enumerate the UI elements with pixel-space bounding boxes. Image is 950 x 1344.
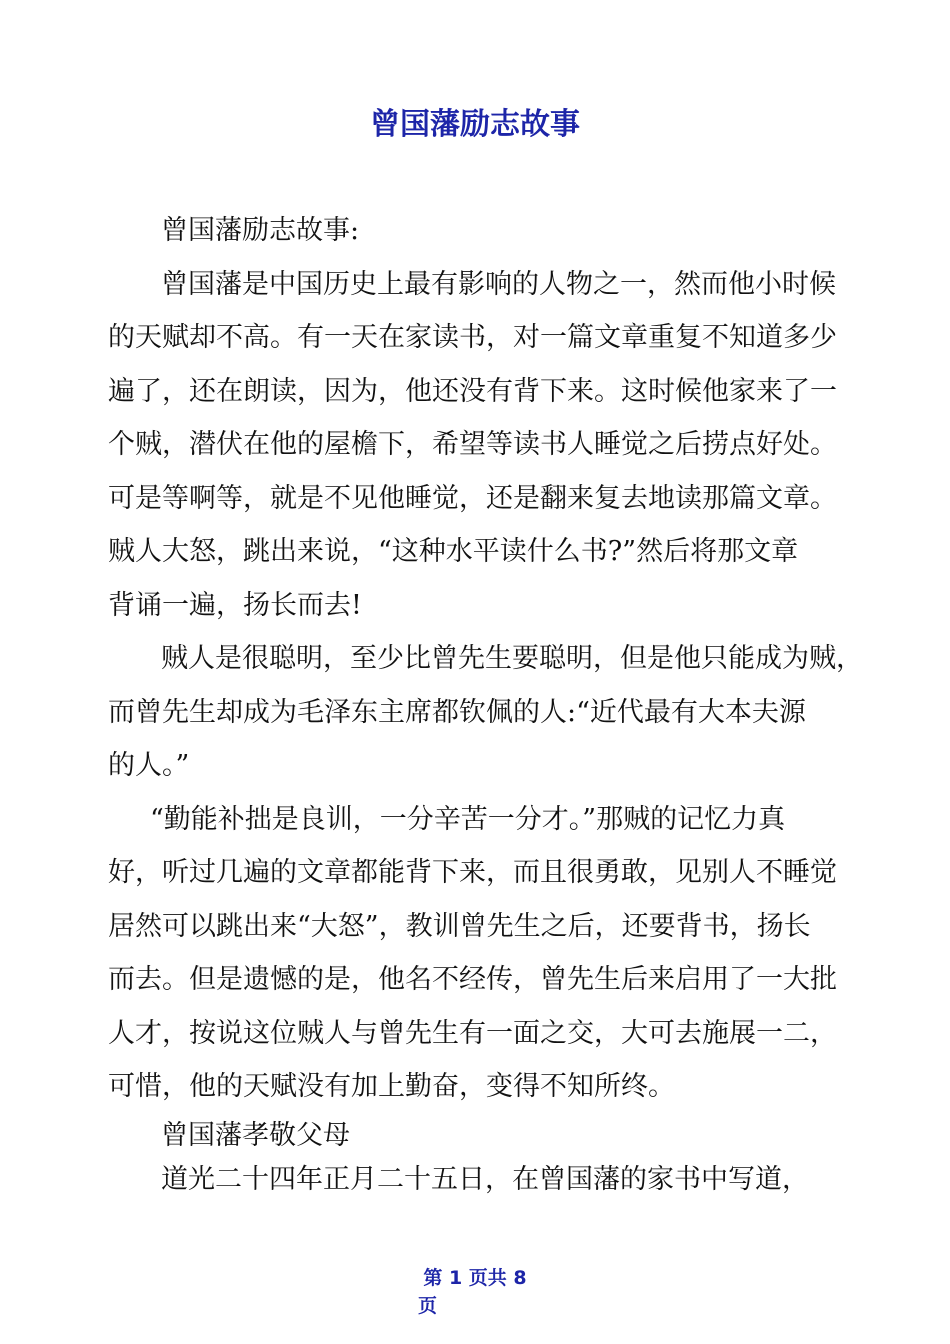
body-line: 的人。”	[108, 750, 190, 781]
body-line: 贼人大怒，跳出来说，“这种水平读什么书?”然后将那文章	[108, 536, 799, 567]
body-line: 个贼，潜伏在他的屋檐下，希望等读书人睡觉之后捞点好处。	[108, 429, 837, 460]
body-line: 道光二十四年正月二十五日，在曾国藩的家书中写道，	[161, 1163, 809, 1195]
body-line: 曾国藩是中国历史上最有影响的人物之一，然而他小时候	[161, 268, 836, 300]
body-line: 人才，按说这位贼人与曾先生有一面之交，大可去施展一二，	[108, 1017, 837, 1049]
body-line: 遍了，还在朗读，因为，他还没有背下来。这时候他家来了一	[108, 375, 837, 407]
body-line: 而曾先生却成为毛泽东主席都钦佩的人:“近代最有大本夫源	[108, 696, 806, 728]
body-line: 背诵一遍，扬长而去!	[108, 589, 362, 621]
body-line: 而去。但是遗憾的是，他名不经传，曾先生后来启用了一大批	[108, 964, 837, 995]
body-line: 居然可以跳出来“大怒”，教训曾先生之后，还要背书，扬长	[108, 910, 811, 942]
body-line: 贼人是很聪明，至少比曾先生要聪明，但是他只能成为贼，	[161, 643, 863, 674]
body-line: 曾国藩励志故事:	[161, 215, 360, 246]
page-number	[0, 1264, 950, 1320]
body-line: “勤能补拙是良训，一分辛苦一分才。”那贼的记忆力真	[150, 803, 786, 835]
body-line: 可惜，他的天赋没有加上勤奋，变得不知所终。	[108, 1071, 675, 1102]
document-title: 曾国藩励志故事	[370, 107, 580, 142]
body-line: 可是等啊等，就是不见他睡觉，还是翻来复去地读那篇文章。	[108, 482, 837, 514]
document-body	[108, 204, 863, 1202]
body-line: 好，听过几遍的文章都能背下来，而且很勇敢，见别人不睡觉	[108, 857, 837, 888]
section-heading: 曾国藩孝敬父母	[161, 1119, 350, 1151]
page-number-line: 页	[418, 1295, 438, 1317]
page-number-line: 第 1 页共 8	[423, 1267, 527, 1289]
body-line: 的天赋却不高。有一天在家读书，对一篇文章重复不知道多少	[108, 322, 837, 353]
